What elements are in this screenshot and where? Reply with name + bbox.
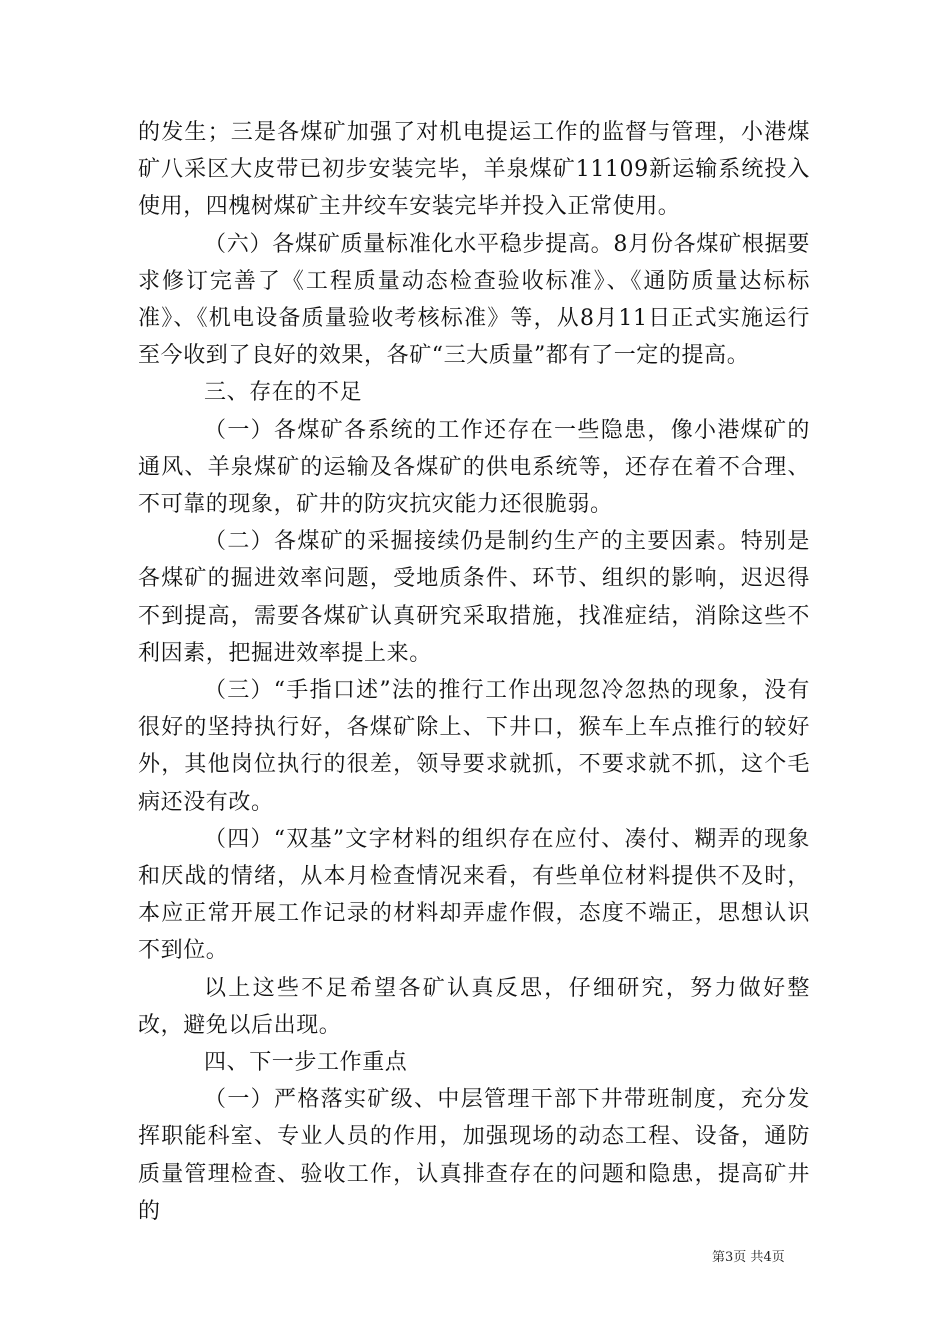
paragraph-shortcoming-1: （一）各煤矿各系统的工作还存在一些隐患，像小港煤矿的通风、羊泉煤矿的运输及各煤矿的供电系统等，还存在着不合理、不可靠的现象，矿井的防灾抗灾能力还很脆弱。 bbox=[138, 417, 810, 518]
page-suffix: 页 bbox=[771, 1250, 785, 1265]
current-page-number: 3 bbox=[725, 1250, 734, 1265]
paragraph-next-step-1: （一）严格落实矿级、中层管理干部下井带班制度，充分发挥职能科室、专业人员的作用，加强现场的动态工程、设备，通防质量管理检查、验收工作，认真排查存在的问题和隐患，提高矿井的 bbox=[138, 1087, 810, 1224]
paragraph-shortcoming-3: （三）“手指口述”法的推行工作出现忽冷忽热的现象，没有很好的坚持执行好，各煤矿除上、下井口，猴车上车点推行的较好外，其他岗位执行的很差，领导要求就抓，不要求就不抓，这个毛病还没有改。 bbox=[138, 678, 810, 815]
page-middle: 页 共 bbox=[733, 1250, 764, 1265]
section-heading-next-steps: 四、下一步工作重点 bbox=[204, 1050, 408, 1076]
page-number-footer bbox=[712, 1250, 785, 1266]
page-prefix: 第 bbox=[712, 1250, 726, 1265]
paragraph-quality-standardization: （六）各煤矿质量标准化水平稳步提高。8月份各煤矿根据要求修订完善了《工程质量动态检查验收标准》、《通防质量达标标准》、《机电设备质量验收考核标准》等，从8月11日正式实施运行至今收到了良好的效果，各矿“三大质量”都有了一定的提高。 bbox=[138, 231, 810, 369]
paragraph-shortcoming-4: （四）“双基”文字材料的组织存在应付、凑付、糊弄的现象和厌战的情绪，从本月检查情况来看，有些单位材料提供不及时，本应正常开展工作记录的材料却弄虚作假，态度不端正，思想认识不到位。 bbox=[138, 826, 810, 964]
paragraph-shortcoming-2: （二）各煤矿的采掘接续仍是制约生产的主要因素。特别是各煤矿的掘进效率问题，受地质条件、环节、组织的影响，迟迟得不到提高，需要各煤矿认真研究采取措施，找准症结，消除这些不利因素，把掘进效率提上来。 bbox=[138, 529, 810, 666]
section-heading-shortcomings: 三、存在的不足 bbox=[204, 380, 363, 406]
paragraph-continuation: 的发生；三是各煤矿加强了对机电提运工作的监督与管理，小港煤矿八采区大皮带已初步安装完毕，羊泉煤矿11109新运输系统投入使用，四槐树煤矿主井绞车安装完毕并投入正常使用。 bbox=[138, 120, 810, 220]
total-pages-number: 4 bbox=[763, 1250, 772, 1265]
document-body bbox=[138, 114, 810, 1230]
paragraph-summary: 以上这些不足希望各矿认真反思，仔细研究，努力做好整改，避免以后出现。 bbox=[138, 975, 810, 1038]
